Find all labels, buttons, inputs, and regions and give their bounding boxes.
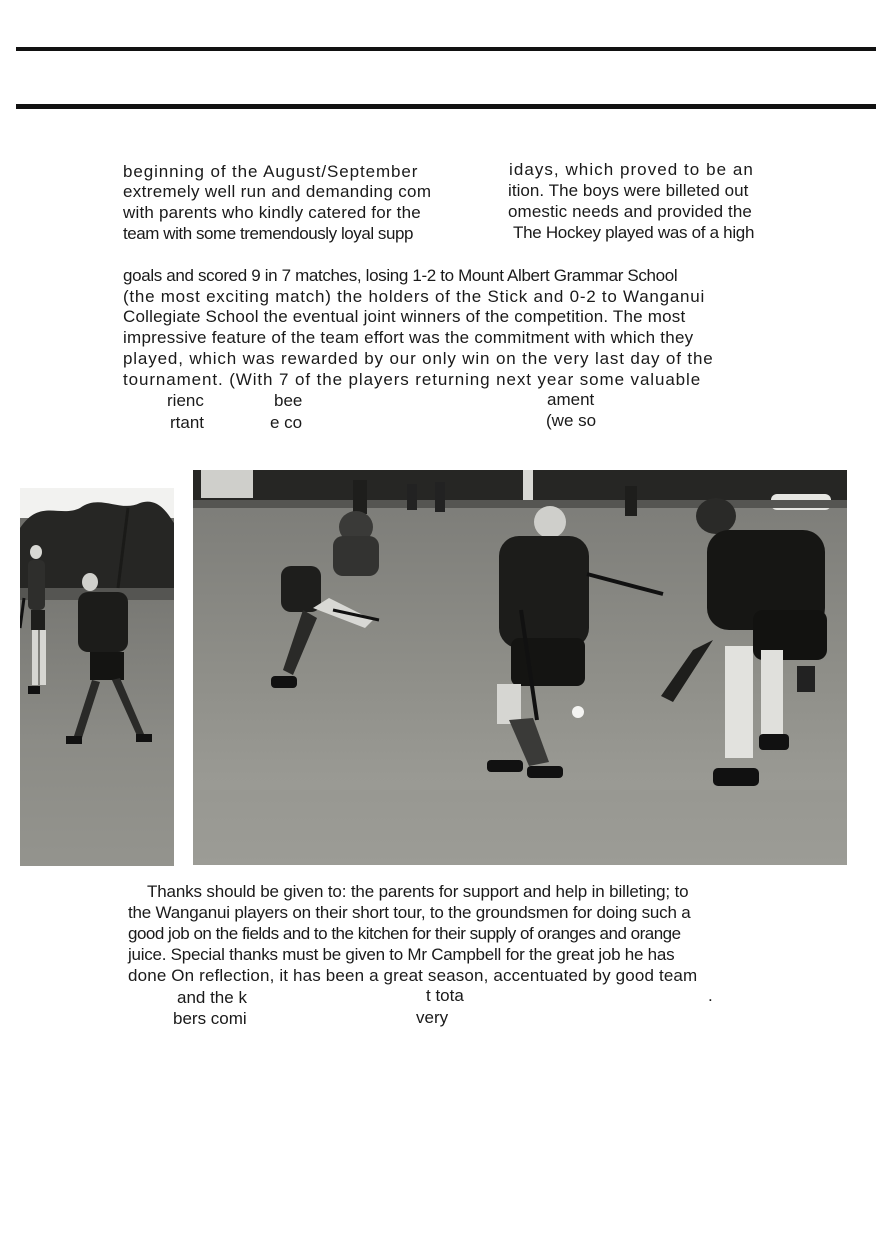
text-line: beginning of the August/September: [123, 162, 419, 181]
text-line: good job on the fields and to the kitchen for their supply of oranges and orange: [128, 924, 681, 943]
top-rule: [16, 47, 876, 51]
text-line: with parents who kindly catered for the: [123, 203, 421, 222]
text-line: ition. The boys were billeted out: [508, 181, 749, 200]
text-fragment: t tota: [426, 986, 464, 1005]
text-line: done On reflection, it has been a great season, accentuated by good team: [128, 966, 698, 985]
text-fragment: very: [416, 1008, 449, 1027]
text-fragment: rtant: [170, 413, 205, 432]
text-fragment: e co: [270, 413, 303, 432]
text-fragment: rienc: [167, 391, 204, 410]
text-fragment: bee: [274, 391, 303, 410]
text-fragment: ament: [547, 390, 595, 409]
text-line: tournament. (With 7 of the players returning next year some valuable: [123, 370, 702, 389]
text-line: The Hockey played was of a high: [513, 223, 755, 242]
text-fragment: .: [708, 986, 713, 1005]
text-fragment: (we so: [546, 411, 597, 430]
photo-image: [193, 470, 847, 865]
hockey-photo-small: [20, 488, 174, 866]
text-line: (the most exciting match) the holders of the Stick and 0-2 to Wanganui: [123, 287, 705, 306]
text-line: team with some tremendously loyal supp: [123, 224, 413, 243]
text-line: the Wanganui players on their short tour, to the groundsmen for doing such a: [128, 903, 691, 922]
header-rule: [16, 104, 876, 109]
text-line: Thanks should be given to: the parents for support and help in billeting; to: [147, 882, 689, 901]
text-line: omestic needs and provided the: [508, 202, 752, 221]
text-line: impressive feature of the team effort was the commitment with which they: [123, 328, 694, 347]
text-line: played, which was rewarded by our only win on the very last day of the: [123, 349, 714, 368]
hockey-photo-large: [193, 470, 847, 865]
text-fragment: and the k: [177, 988, 247, 1007]
text-line: juice. Special thanks must be given to Mr Campbell for the great job he has: [128, 945, 675, 964]
text-line: Collegiate School the eventual joint winners of the competition. The most: [123, 307, 686, 326]
text-fragment: bers comi: [173, 1009, 247, 1028]
text-line: idays, which proved to be an: [509, 160, 754, 179]
text-line: extremely well run and demanding com: [123, 182, 432, 201]
photo-image: [20, 488, 174, 866]
text-line: goals and scored 9 in 7 matches, losing 1-2 to Mount Albert Grammar School: [123, 266, 678, 285]
